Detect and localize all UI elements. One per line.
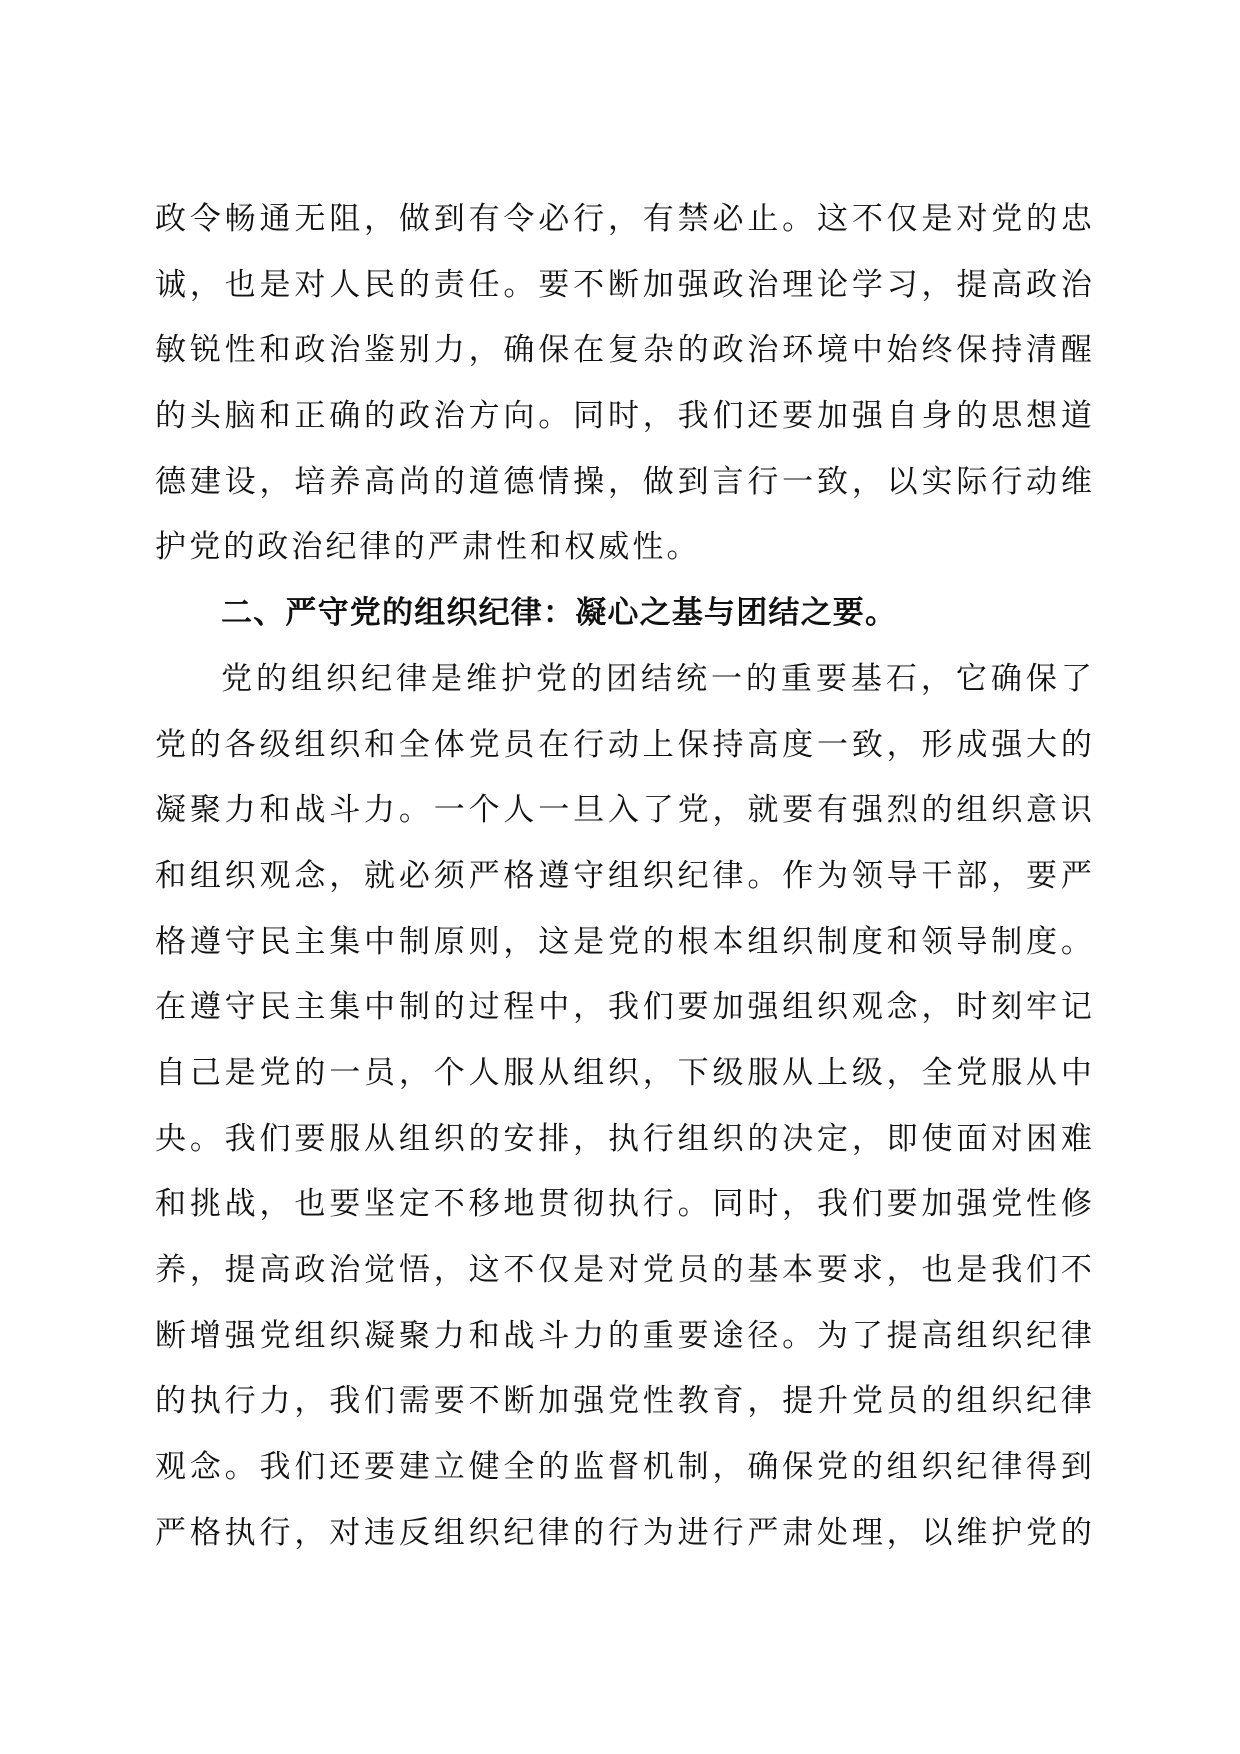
- section-heading: 二、严守党的组织纪律：凝心之基与团结之要。: [221, 595, 898, 632]
- paragraph-2-line: 自己是党的一员，个人服从组织，下级服从上级，全党服从中: [155, 1054, 1095, 1091]
- paragraph-1-line: 的头脑和正确的政治方向。同时，我们还要加强自身的思想道: [155, 398, 1095, 435]
- paragraph-2-line: 严格执行，对违反组织纪律的行为进行严肃处理，以维护党的: [155, 1514, 1095, 1551]
- paragraph-1-line: 德建设，培养高尚的道德情操，做到言行一致，以实际行动维: [155, 463, 1095, 500]
- paragraph-2-line: 观念。我们还要建立健全的监督机制，确保党的组织纪律得到: [155, 1449, 1095, 1486]
- paragraph-2-line: 养，提高政治觉悟，这不仅是对党员的基本要求，也是我们不: [155, 1252, 1095, 1288]
- paragraph-2-line: 和组织观念，就必须严格遵守组织纪律。作为领导干部，要严: [155, 857, 1095, 894]
- paragraph-2-line: 央。我们要服从组织的安排，执行组织的决定，即使面对困难: [155, 1120, 1095, 1157]
- document-body: [155, 187, 1095, 1566]
- paragraph-1-line: 政令畅通无阻，做到有令必行，有禁必止。这不仅是对党的忠: [155, 201, 1095, 237]
- paragraph-2-line: 党的组织纪律是维护党的团结统一的重要基石，它确保了: [221, 660, 1095, 697]
- paragraph-2-line: 断增强党组织凝聚力和战斗力的重要途径。为了提高组织纪律: [155, 1317, 1095, 1354]
- paragraph-1-line: 诚，也是对人民的责任。要不断加强政治理论学习，提高政治: [155, 266, 1095, 303]
- paragraph-2-line: 在遵守民主集中制的过程中，我们要加强组织观念，时刻牢记: [155, 989, 1095, 1026]
- paragraph-1-line: 护党的政治纪律的严肃性和权威性。: [155, 529, 701, 566]
- paragraph-2-line: 凝聚力和战斗力。一个人一旦入了党，就要有强烈的组织意识: [155, 792, 1095, 829]
- paragraph-2-line: 的执行力，我们需要不断加强党性教育，提升党员的组织纪律: [155, 1383, 1095, 1420]
- paragraph-2-line: 和挑战，也要坚定不移地贯彻执行。同时，我们要加强党性修: [155, 1186, 1095, 1223]
- paragraph-2-line: 党的各级组织和全体党员在行动上保持高度一致，形成强大的: [155, 726, 1095, 763]
- paragraph-1-line: 敏锐性和政治鉴别力，确保在复杂的政治环境中始终保持清醒: [155, 332, 1095, 369]
- paragraph-2-line: 格遵守民主集中制原则，这是党的根本组织制度和领导制度。: [155, 923, 1095, 960]
